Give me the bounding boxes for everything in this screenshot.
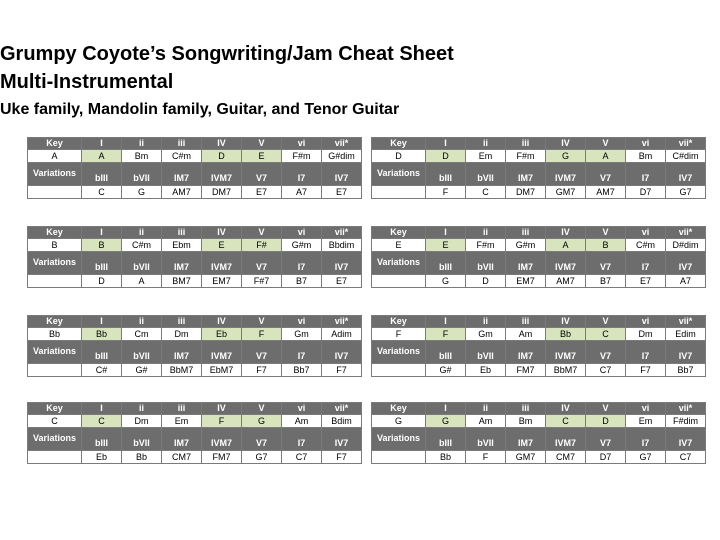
key-row-cell: B [82, 239, 122, 252]
variations-row-cell: F#7 [242, 275, 282, 288]
key-row-cell: D#dim [666, 239, 706, 252]
page-title: Grumpy Coyote’s Songwriting/Jam Cheat Sheet [0, 43, 454, 65]
variations-row-cell: C7 [666, 451, 706, 464]
key-row-cell: E [372, 239, 426, 252]
variations-header-row [372, 341, 706, 364]
variations-row-cell: D [82, 275, 122, 288]
key-row-cell: C [28, 415, 82, 428]
key-row-cell: Am [466, 415, 506, 428]
header-row-cell: vii* [666, 316, 706, 328]
variations-row-cell: AM7 [586, 186, 626, 199]
key-row-cell: Dm [162, 328, 202, 341]
variations-header-row-cell: IM7 [506, 163, 546, 186]
variations-header-row-cell: I7 [626, 341, 666, 364]
header-row-cell: ii [122, 403, 162, 415]
variations-header-row-cell: bVII [122, 252, 162, 275]
key-row [28, 239, 362, 252]
variations-row-cell: C7 [282, 451, 322, 464]
key-row-cell: A [82, 150, 122, 163]
header-row-cell: vii* [666, 138, 706, 150]
variations-header-row-cell: V7 [242, 341, 282, 364]
variations-row-cell: F7 [242, 364, 282, 377]
variations-row-cell [372, 364, 426, 377]
chord-table [27, 402, 362, 464]
key-row-cell: F#m [466, 239, 506, 252]
key-row-cell: F#m [282, 150, 322, 163]
variations-row-cell [28, 275, 82, 288]
variations-row-cell: D7 [586, 451, 626, 464]
key-row-cell: A [546, 239, 586, 252]
variations-row-cell: F7 [322, 364, 362, 377]
key-row-cell: C#m [122, 239, 162, 252]
header-row-cell: I [82, 316, 122, 328]
variations-header-row-cell: IVM7 [202, 163, 242, 186]
chord-table [371, 402, 706, 464]
header-row-cell: I [82, 227, 122, 239]
variations-header-row-cell: IM7 [162, 428, 202, 451]
variations-row-cell: AM7 [546, 275, 586, 288]
header-row-cell: V [242, 138, 282, 150]
header-row-cell: Key [28, 227, 82, 239]
variations-row-cell: FM7 [202, 451, 242, 464]
header-row-cell: iii [506, 138, 546, 150]
key-row-cell: D [586, 415, 626, 428]
variations-row-cell: Bb [426, 451, 466, 464]
header-row-cell: iii [162, 316, 202, 328]
variations-header-row-cell: I7 [626, 252, 666, 275]
key-row-cell: A [28, 150, 82, 163]
instrument-list: Uke family, Mandolin family, Guitar, and Tenor Guitar [0, 101, 400, 118]
variations-header-row-cell: IV7 [666, 341, 706, 364]
key-row-cell: B [28, 239, 82, 252]
header-row-cell: vi [282, 403, 322, 415]
variations-header-row-cell: bIII [82, 252, 122, 275]
variations-row-cell [28, 186, 82, 199]
header-row-cell: V [586, 316, 626, 328]
variations-header-row [372, 428, 706, 451]
variations-header-row-cell: IM7 [162, 252, 202, 275]
variations-row-cell: EM7 [506, 275, 546, 288]
variations-header-row-cell: IVM7 [546, 252, 586, 275]
variations-row-cell: F [426, 186, 466, 199]
header-row-cell: ii [122, 316, 162, 328]
variations-row-cell: G# [122, 364, 162, 377]
header-row-cell: IV [546, 316, 586, 328]
variations-row-cell: G7 [666, 186, 706, 199]
header-row-cell: vi [282, 316, 322, 328]
variations-row-cell: EM7 [202, 275, 242, 288]
key-row-cell: C [82, 415, 122, 428]
key-row [28, 415, 362, 428]
header-row-cell: iii [506, 316, 546, 328]
key-row-cell: Em [626, 415, 666, 428]
key-row-cell: G [372, 415, 426, 428]
key-row-cell: Dm [122, 415, 162, 428]
header-row-cell: ii [466, 403, 506, 415]
key-row-cell: E [202, 239, 242, 252]
variations-header-row-cell: bIII [426, 163, 466, 186]
variations-row-cell [372, 186, 426, 199]
header-row-cell: vi [626, 138, 666, 150]
header-row [28, 227, 362, 239]
key-row-cell: E [426, 239, 466, 252]
variations-row-cell: E7 [626, 275, 666, 288]
header-row-cell: IV [202, 316, 242, 328]
variations-row-cell: Bb7 [282, 364, 322, 377]
variations-row-cell: BM7 [162, 275, 202, 288]
header-row-cell: ii [122, 138, 162, 150]
variations-row-cell: D [466, 275, 506, 288]
variations-row-cell: B7 [282, 275, 322, 288]
key-row-cell: Bdim [322, 415, 362, 428]
key-row-cell: C [586, 328, 626, 341]
variations-header-row-cell: IVM7 [202, 252, 242, 275]
header-row-cell: V [586, 227, 626, 239]
variations-row-cell: BbM7 [546, 364, 586, 377]
key-row-cell: Em [466, 150, 506, 163]
key-row-cell: C [546, 415, 586, 428]
key-row [372, 415, 706, 428]
chord-table [27, 226, 362, 288]
variations-header-row-cell: IM7 [162, 341, 202, 364]
variations-header-row-cell: Variations [28, 163, 82, 186]
key-row-cell: D [426, 150, 466, 163]
variations-header-row-cell: V7 [242, 428, 282, 451]
header-row [372, 316, 706, 328]
key-row-cell: Eb [202, 328, 242, 341]
header-row-cell: I [82, 138, 122, 150]
variations-header-row-cell: bIII [82, 341, 122, 364]
variations-header-row-cell: I7 [626, 163, 666, 186]
header-row-cell: vi [626, 403, 666, 415]
variations-row-cell: D7 [626, 186, 666, 199]
header-row-cell: Key [372, 138, 426, 150]
variations-header-row-cell: V7 [242, 252, 282, 275]
variations-header-row [28, 428, 362, 451]
header-row [372, 403, 706, 415]
key-row-cell: Cm [122, 328, 162, 341]
page-subtitle: Multi-Instrumental [0, 71, 174, 93]
variations-row-cell [372, 275, 426, 288]
variations-header-row-cell: IM7 [506, 428, 546, 451]
header-row-cell: Key [372, 227, 426, 239]
key-row-cell: Dm [626, 328, 666, 341]
variations-row-cell: Eb [82, 451, 122, 464]
key-row-cell: A [586, 150, 626, 163]
header-row-cell: Key [372, 316, 426, 328]
variations-header-row [372, 163, 706, 186]
header-row-cell: IV [546, 227, 586, 239]
variations-header-row-cell: Variations [372, 428, 426, 451]
key-row-cell: Am [506, 328, 546, 341]
variations-row-cell: F [466, 451, 506, 464]
chord-table [27, 137, 362, 199]
variations-header-row-cell: IV7 [322, 252, 362, 275]
variations-row-cell [28, 364, 82, 377]
header-row-cell: vii* [666, 227, 706, 239]
key-row-cell: Bbdim [322, 239, 362, 252]
key-row-cell: G#dim [322, 150, 362, 163]
header-row-cell: iii [162, 227, 202, 239]
variations-header-row-cell: I7 [282, 252, 322, 275]
variations-row [28, 451, 362, 464]
variations-header-row-cell: Variations [372, 341, 426, 364]
key-row-cell: Edim [666, 328, 706, 341]
variations-row-cell: A [122, 275, 162, 288]
header-row [372, 138, 706, 150]
variations-header-row-cell: IM7 [162, 163, 202, 186]
variations-row-cell: E7 [242, 186, 282, 199]
variations-header-row-cell: bVII [466, 341, 506, 364]
variations-row-cell: G7 [626, 451, 666, 464]
key-row-cell: F [242, 328, 282, 341]
variations-row-cell: B7 [586, 275, 626, 288]
variations-header-row-cell: IVM7 [202, 341, 242, 364]
variations-header-row-cell: Variations [28, 341, 82, 364]
key-row [372, 239, 706, 252]
header-row-cell: V [242, 227, 282, 239]
variations-row-cell: G7 [242, 451, 282, 464]
header-row-cell: vii* [322, 227, 362, 239]
variations-row [28, 275, 362, 288]
variations-header-row-cell: IM7 [506, 252, 546, 275]
key-row-cell: D [202, 150, 242, 163]
variations-header-row-cell: bVII [122, 341, 162, 364]
variations-header-row-cell: V7 [242, 163, 282, 186]
variations-row-cell: E7 [322, 275, 362, 288]
header-row [28, 316, 362, 328]
key-row-cell: Bb [28, 328, 82, 341]
variations-row-cell: A7 [282, 186, 322, 199]
variations-header-row-cell: bVII [466, 163, 506, 186]
key-row-cell: E [242, 150, 282, 163]
key-row-cell: F [426, 328, 466, 341]
key-row-cell: F#m [506, 150, 546, 163]
key-row-cell: Bm [122, 150, 162, 163]
key-row-cell: F# [242, 239, 282, 252]
header-row-cell: vi [626, 316, 666, 328]
variations-row-cell: C [82, 186, 122, 199]
header-row-cell: I [426, 403, 466, 415]
variations-header-row-cell: bIII [426, 252, 466, 275]
variations-header-row-cell: IM7 [506, 341, 546, 364]
variations-row-cell: BbM7 [162, 364, 202, 377]
variations-row-cell: DM7 [202, 186, 242, 199]
key-row-cell: Bb [546, 328, 586, 341]
variations-row-cell: E7 [322, 186, 362, 199]
variations-header-row-cell: IV7 [322, 163, 362, 186]
header-row-cell: I [426, 138, 466, 150]
key-row-cell: Bm [626, 150, 666, 163]
variations-row-cell: AM7 [162, 186, 202, 199]
key-row-cell: G [546, 150, 586, 163]
variations-header-row-cell: bIII [426, 341, 466, 364]
variations-row-cell: F7 [626, 364, 666, 377]
variations-row [28, 186, 362, 199]
variations-row-cell: Bb7 [666, 364, 706, 377]
header-row-cell: ii [466, 316, 506, 328]
key-row-cell: Gm [282, 328, 322, 341]
key-row-cell: F#dim [666, 415, 706, 428]
key-row-cell: G [242, 415, 282, 428]
variations-header-row-cell: bIII [426, 428, 466, 451]
variations-row-cell: F7 [322, 451, 362, 464]
variations-row-cell: C7 [586, 364, 626, 377]
variations-header-row-cell: IVM7 [202, 428, 242, 451]
variations-row-cell [28, 451, 82, 464]
variations-row-cell: GM7 [546, 186, 586, 199]
header-row [28, 138, 362, 150]
header-row [372, 227, 706, 239]
variations-header-row-cell: IV7 [322, 428, 362, 451]
variations-row-cell: CM7 [546, 451, 586, 464]
variations-header-row [28, 341, 362, 364]
header-row-cell: vi [626, 227, 666, 239]
variations-header-row-cell: IV7 [666, 163, 706, 186]
variations-row-cell: DM7 [506, 186, 546, 199]
variations-header-row-cell: IVM7 [546, 428, 586, 451]
variations-header-row-cell: I7 [282, 341, 322, 364]
header-row-cell: iii [506, 227, 546, 239]
variations-row-cell: FM7 [506, 364, 546, 377]
variations-header-row-cell: IV7 [322, 341, 362, 364]
header-row-cell: Key [28, 403, 82, 415]
key-row-cell: Ebm [162, 239, 202, 252]
chord-table [27, 315, 362, 377]
variations-header-row-cell: bIII [82, 163, 122, 186]
variations-header-row-cell: Variations [28, 428, 82, 451]
variations-row-cell: G [122, 186, 162, 199]
variations-header-row-cell: Variations [372, 163, 426, 186]
variations-header-row-cell: IVM7 [546, 341, 586, 364]
key-row-cell: Bm [506, 415, 546, 428]
variations-header-row-cell: bVII [466, 252, 506, 275]
variations-header-row-cell: Variations [372, 252, 426, 275]
header-row-cell: vii* [666, 403, 706, 415]
variations-header-row [28, 163, 362, 186]
header-row-cell: iii [162, 138, 202, 150]
header-row-cell: vi [282, 227, 322, 239]
key-row [28, 150, 362, 163]
header-row-cell: IV [546, 403, 586, 415]
header-row-cell: vii* [322, 138, 362, 150]
header-row-cell: IV [546, 138, 586, 150]
header-row-cell: vii* [322, 316, 362, 328]
variations-row-cell: GM7 [506, 451, 546, 464]
variations-row [372, 186, 706, 199]
key-row-cell: B [586, 239, 626, 252]
variations-header-row-cell: V7 [586, 428, 626, 451]
variations-header-row [28, 252, 362, 275]
header-row-cell: V [242, 316, 282, 328]
key-row-cell: C#dim [666, 150, 706, 163]
variations-row [372, 451, 706, 464]
header-row-cell: ii [466, 138, 506, 150]
variations-header-row-cell: bVII [122, 428, 162, 451]
header-row-cell: I [426, 227, 466, 239]
variations-header-row-cell: I7 [282, 163, 322, 186]
key-row-cell: C#m [626, 239, 666, 252]
variations-row [28, 364, 362, 377]
key-row-cell: Am [282, 415, 322, 428]
variations-row-cell: EbM7 [202, 364, 242, 377]
variations-header-row-cell: I7 [626, 428, 666, 451]
header-row-cell: V [586, 403, 626, 415]
header-row-cell: I [82, 403, 122, 415]
variations-header-row-cell: IVM7 [546, 163, 586, 186]
key-row-cell: F [372, 328, 426, 341]
header-row-cell: vii* [322, 403, 362, 415]
key-row-cell: Adim [322, 328, 362, 341]
chord-table [371, 315, 706, 377]
key-row-cell: G#m [506, 239, 546, 252]
variations-header-row-cell: V7 [586, 252, 626, 275]
variations-header-row-cell: bVII [466, 428, 506, 451]
variations-header-row-cell: IV7 [666, 428, 706, 451]
key-row-cell: G#m [282, 239, 322, 252]
variations-header-row-cell: I7 [282, 428, 322, 451]
header-row-cell: vi [282, 138, 322, 150]
variations-header-row [372, 252, 706, 275]
header-row-cell: IV [202, 227, 242, 239]
variations-header-row-cell: V7 [586, 341, 626, 364]
variations-header-row-cell: bVII [122, 163, 162, 186]
chord-table [371, 226, 706, 288]
variations-row-cell: G# [426, 364, 466, 377]
variations-row-cell: G [426, 275, 466, 288]
header-row-cell: ii [466, 227, 506, 239]
key-row [372, 328, 706, 341]
key-row-cell: D [372, 150, 426, 163]
variations-header-row-cell: V7 [586, 163, 626, 186]
variations-row-cell [372, 451, 426, 464]
header-row-cell: V [242, 403, 282, 415]
key-row-cell: F [202, 415, 242, 428]
variations-row-cell: CM7 [162, 451, 202, 464]
variations-header-row-cell: bIII [82, 428, 122, 451]
variations-row [372, 275, 706, 288]
header-row-cell: IV [202, 403, 242, 415]
variations-row [372, 364, 706, 377]
variations-row-cell: Eb [466, 364, 506, 377]
key-row-cell: Gm [466, 328, 506, 341]
key-row [28, 328, 362, 341]
key-row-cell: Bb [82, 328, 122, 341]
key-row-cell: G [426, 415, 466, 428]
header-row-cell: iii [162, 403, 202, 415]
header-row-cell: iii [506, 403, 546, 415]
variations-row-cell: Bb [122, 451, 162, 464]
header-row-cell: IV [202, 138, 242, 150]
header-row-cell: V [586, 138, 626, 150]
key-row-cell: C#m [162, 150, 202, 163]
chord-table [371, 137, 706, 199]
variations-row-cell: C# [82, 364, 122, 377]
variations-header-row-cell: IV7 [666, 252, 706, 275]
header-row-cell: Key [372, 403, 426, 415]
header-row-cell: I [426, 316, 466, 328]
variations-row-cell: C [466, 186, 506, 199]
header-row [28, 403, 362, 415]
variations-row-cell: A7 [666, 275, 706, 288]
header-row-cell: Key [28, 316, 82, 328]
key-row-cell: Em [162, 415, 202, 428]
header-row-cell: ii [122, 227, 162, 239]
header-row-cell: Key [28, 138, 82, 150]
key-row [372, 150, 706, 163]
variations-header-row-cell: Variations [28, 252, 82, 275]
